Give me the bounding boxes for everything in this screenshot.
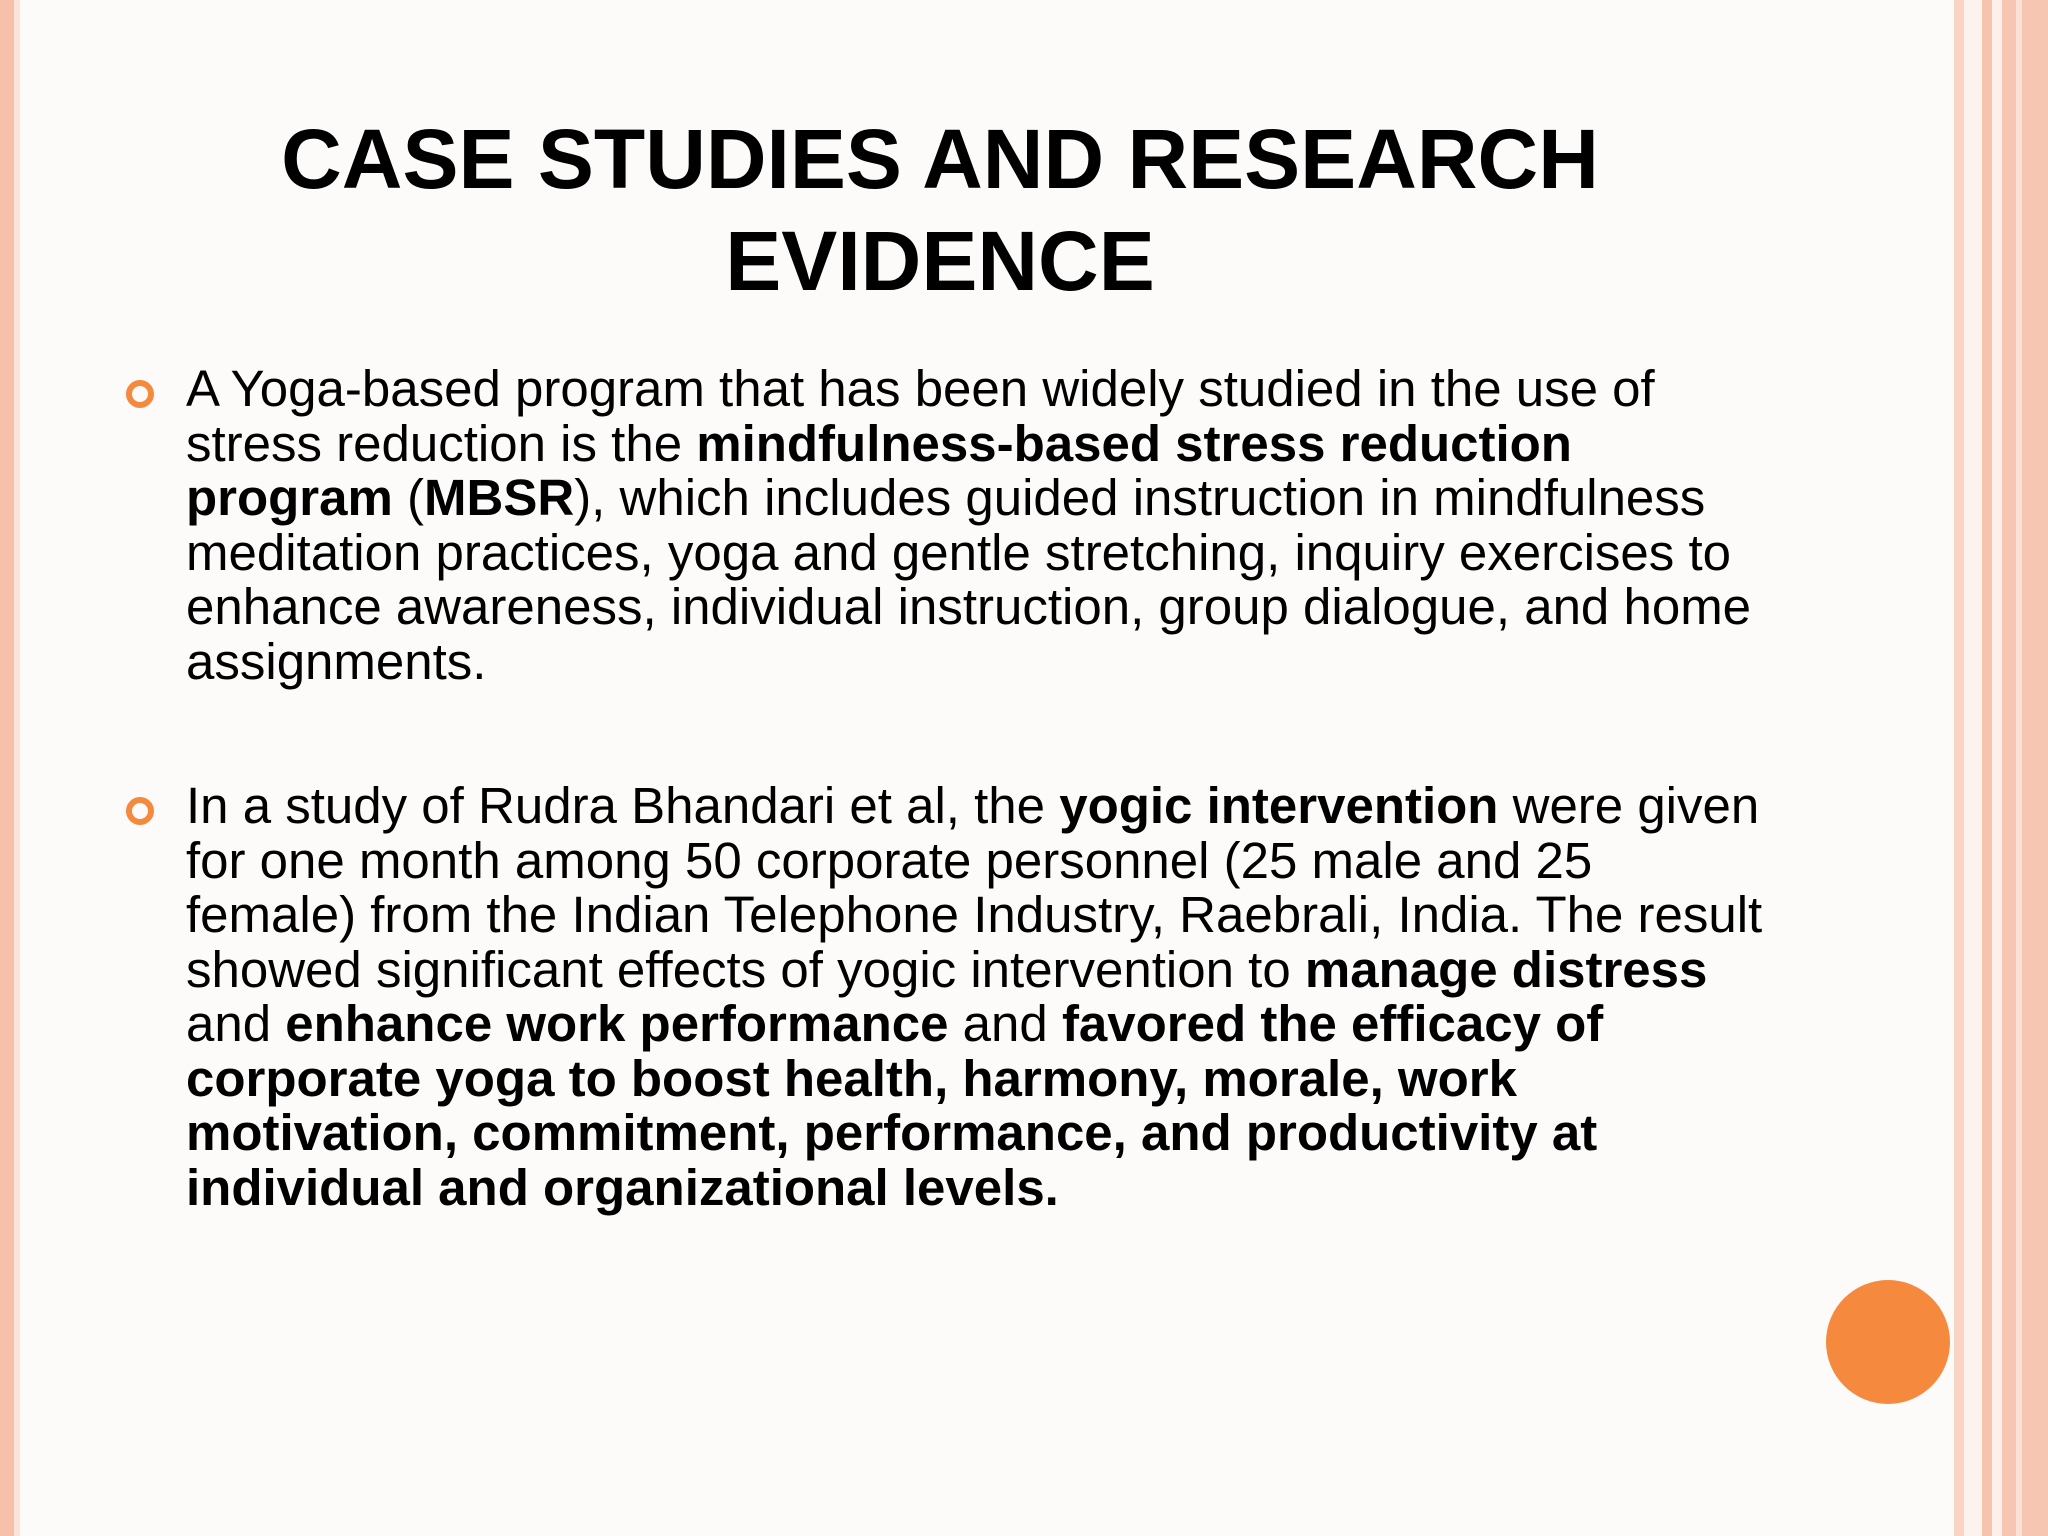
text-segment-bold: enhance work performance	[285, 995, 949, 1052]
right-border-stripe	[1982, 0, 1992, 1536]
decorative-circle-icon	[1826, 1280, 1950, 1404]
text-segment: A Yoga-based program that has been widely studied in the use of stress reduction is the	[186, 360, 1655, 472]
bullet-text	[186, 360, 1751, 690]
text-segment: and	[186, 995, 286, 1052]
bullet-item	[126, 779, 1766, 1215]
bullet-circle-icon	[126, 797, 154, 825]
text-segment: In a study of Rudra Bhandari et al, the	[186, 777, 1060, 834]
right-border-band	[2002, 0, 2048, 1536]
right-border-stripe	[1954, 0, 1964, 1536]
right-border-gap	[1992, 0, 2002, 1536]
left-border-stripe	[0, 0, 14, 1536]
text-segment-bold: mindfulness-based stress reduction program	[186, 414, 1572, 526]
left-border-highlight	[14, 0, 20, 1536]
bullet-list	[126, 362, 1766, 1305]
text-segment-bold: yogic intervention	[1059, 777, 1499, 834]
text-segment: (	[392, 469, 425, 526]
bullet-item	[126, 362, 1766, 689]
bullet-circle-icon	[126, 380, 154, 408]
text-segment-bold: manage distress	[1304, 940, 1708, 998]
bullet-text	[186, 777, 1762, 1216]
text-segment: were given for one month among 50 corporate personnel (25 male and 25 female) from the Indian Telephone Industry, Raebrali, India. The result showed significant effects of yogic intervention to	[186, 777, 1763, 998]
text-segment-bold: MBSR	[424, 469, 575, 526]
text-segment: and	[948, 995, 1062, 1052]
right-border-highlight	[2016, 0, 2022, 1536]
text-segment-bold: favored the efficacy of corporate yoga to boost health, harmony, morale, work motivation, commitment, performance, and productivity at individual and organizational levels.	[186, 995, 1604, 1216]
text-segment: ), which includes guided instruction in mindfulness meditation practices, yoga and gentle stretching, inquiry exercises to enhance awareness, individual instruction, group dialogue, and home assignments.	[186, 469, 1752, 690]
slide-title: CASE STUDIES AND RESEARCH EVIDENCE	[281, 112, 1599, 308]
right-border-gap	[1964, 0, 1982, 1536]
